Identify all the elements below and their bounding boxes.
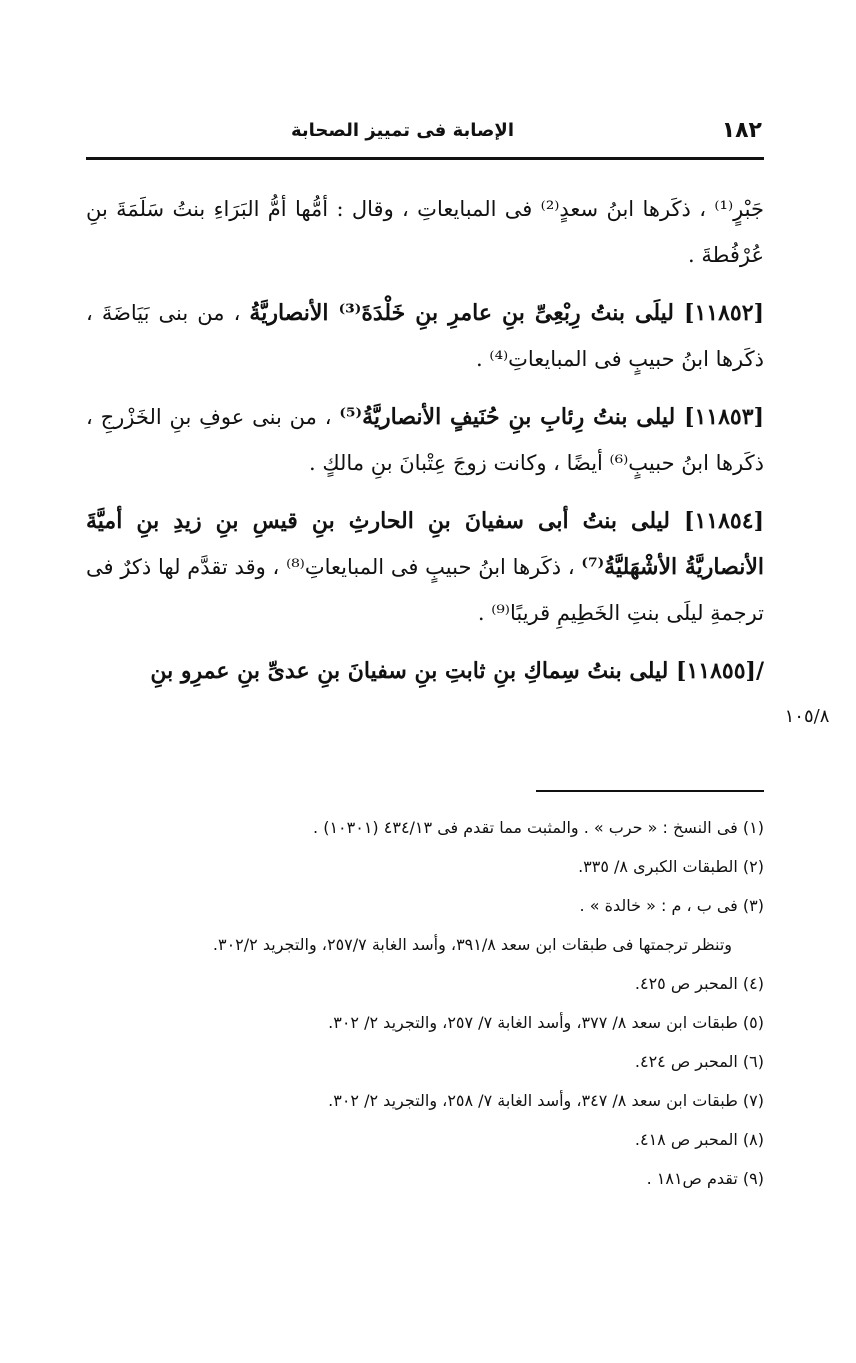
footnote-9: (٩) تقدم ص١٨١ . [646, 1169, 764, 1188]
main-text [86, 186, 764, 706]
footnote-7: (٧) طبقات ابن سعد ٨/ ٣٤٧، وأسد الغابة ٧/ ٢٥٨، والتجريد ٢/ ٣٠٢. [328, 1091, 764, 1110]
entry-heading: /[١١٨٥٥] ليلى بنتُ سِماكِ بنِ ثابتِ بنِ سفيانَ بنِ عدىِّ بنِ عمرِو بنِ [150, 658, 764, 684]
margin-reference: ١٠٥/٨ [784, 706, 830, 727]
footnote-rule [536, 790, 764, 792]
entry-11854 [86, 498, 764, 636]
entry-11855 [86, 648, 764, 694]
entry-11852 [86, 290, 764, 382]
entry-heading: [١١٨٥٢] ليلَى بنتُ رِبْعِىِّ بنِ عامرِ بنِ خَلْدَةَ⁽³⁾ الأنصاريَّةُ [249, 300, 764, 326]
footnote-4: (٤) المحبر ص ٤٢٥. [634, 974, 764, 993]
header-rule [86, 157, 764, 160]
footnote-3: (٣) فى ب ، م : « خالدة » . [579, 896, 764, 915]
entry-heading: [١١٨٥٣] ليلى بنتُ رِئابِ بنِ حُنَيفٍ الأنصاريَّةُ⁽⁵⁾ [339, 404, 764, 430]
footnote-1: (١) فى النسخ : « حرب » . والمثبت مما تقدم فى ٤٣٤/١٣ (١٠٣٠١) . [313, 818, 764, 837]
entry-heading: [١١٨٥٤] ليلى بنتُ أبى سفيانَ بنِ الحارثِ بنِ قيسِ بنِ زيدِ بنِ أميَّةَ الأنصاريَّةُ الأشْهَليَّةُ⁽⁷⁾ [86, 508, 764, 580]
page-header [86, 118, 764, 154]
entry-text: ، من بنى عوفِ بنِ الخَزْرجِ ، ذكَرها ابنُ حبيبٍ⁽⁶⁾ أيضًا ، وكانت زوجَ عِتْبانَ بنِ مالكٍ . [86, 405, 764, 475]
footnote-3-continuation: وتنظر ترجمتها فى طبقات ابن سعد ٣٩١/٨، وأسد الغابة ٢٥٧/٧، والتجريد ٣٠٢/٢. [212, 935, 732, 954]
footnote-5: (٥) طبقات ابن سعد ٨/ ٣٧٧، وأسد الغابة ٧/ ٢٥٧، والتجريد ٢/ ٣٠٢. [328, 1013, 764, 1032]
entry-11853 [86, 394, 764, 486]
entry-text: ، من بنى بَيَاضَةَ ، ذكَرها ابنُ حبيبٍ فى المبايعاتِ⁽⁴⁾ . [86, 301, 764, 371]
footnotes [60, 808, 764, 1198]
footnote-2: (٢) الطبقات الكبرى ٨/ ٣٣٥. [578, 857, 764, 876]
paragraph-continuation: جَبْرٍ⁽¹⁾ ، ذكَرها ابنُ سعدٍ⁽²⁾ فى المبايعاتِ ، وقال : أمُّها أمُّ البَرَاءِ بنتُ سَلَمَةَ بنِ عُرْفُطةَ . [86, 197, 765, 267]
footnote-6: (٦) المحبر ص ٤٢٤. [634, 1052, 764, 1071]
entry-text: ، ذكَرها ابنُ حبيبٍ فى المبايعاتِ⁽⁸⁾ ، وقد تقدَّم لها ذكرٌ فى ترجمةِ ليلَى بنتِ الخَطِيمِ قريبًا⁽⁹⁾ . [86, 555, 764, 625]
footnote-8: (٨) المحبر ص ٤١٨. [634, 1130, 764, 1149]
page-number: ١٨٢ [721, 118, 762, 143]
running-title: الإصابة فى تمييز الصحابة [291, 120, 514, 141]
